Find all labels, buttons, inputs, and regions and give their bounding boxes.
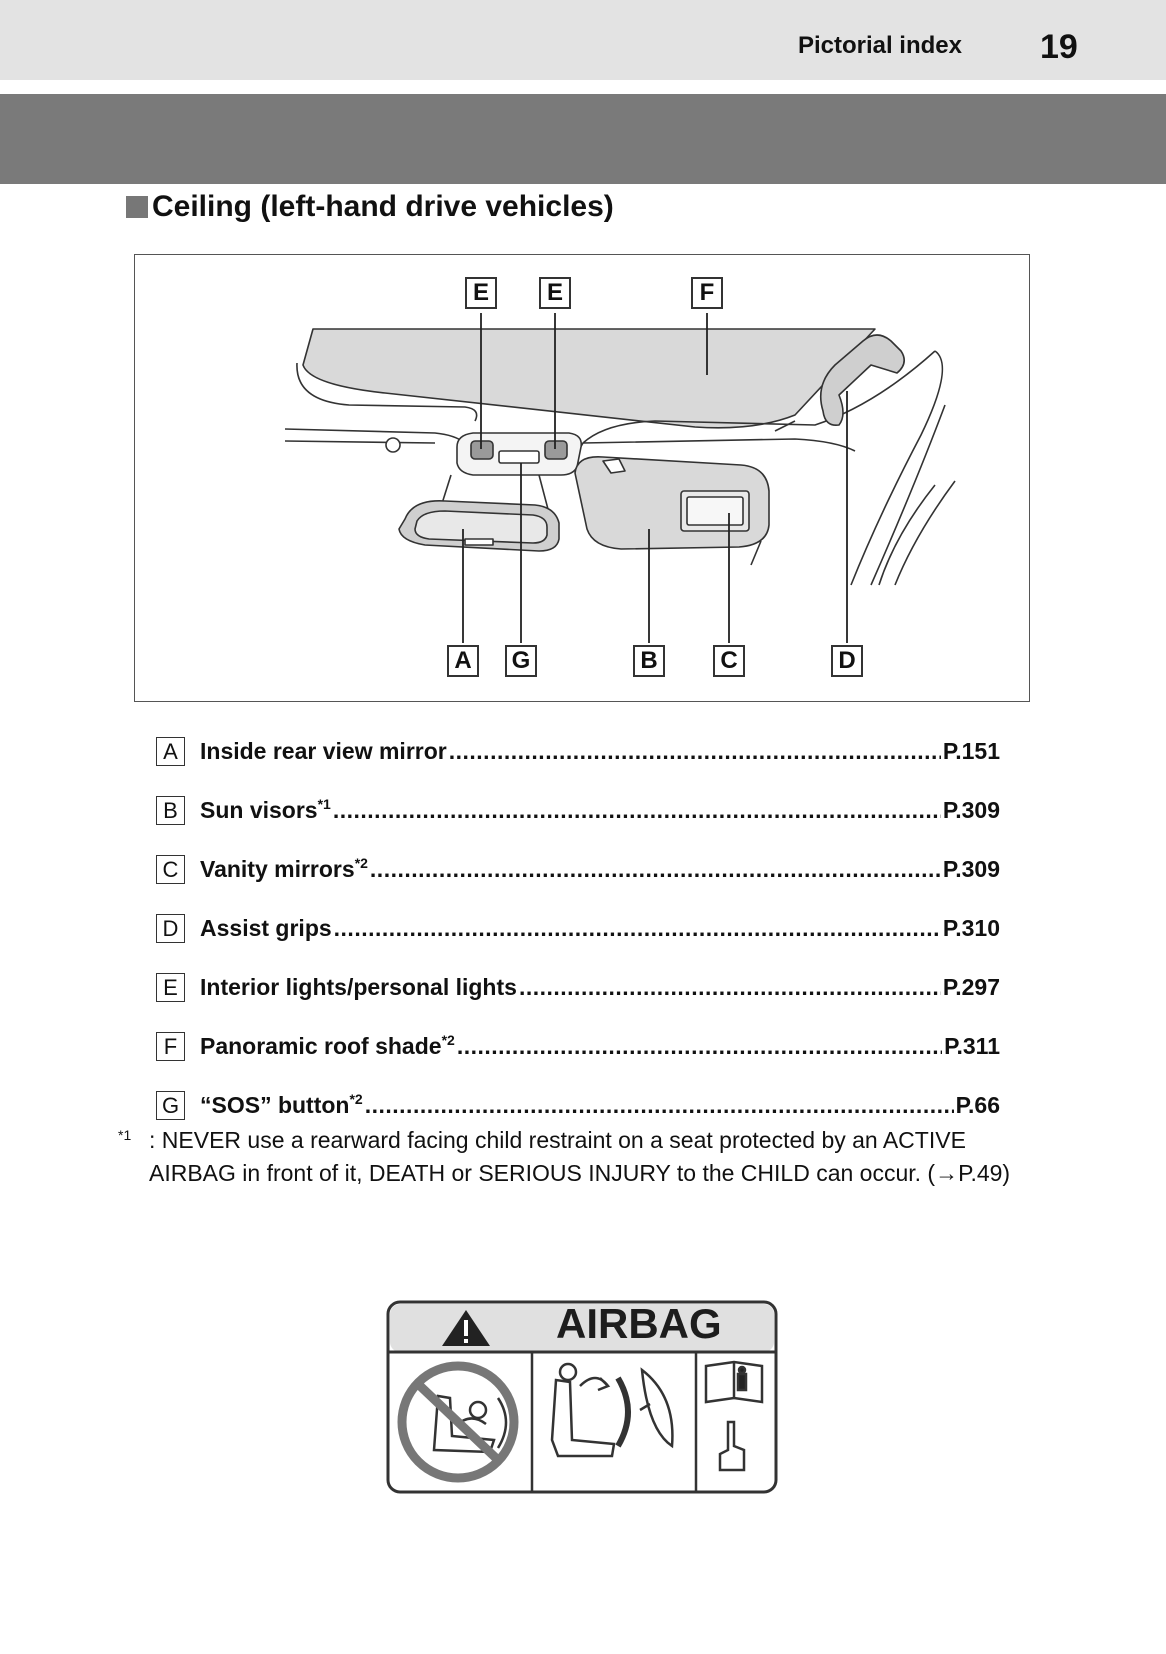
footnote-mark: *1 xyxy=(317,796,331,812)
dot-leader xyxy=(370,856,941,883)
item-letter: E xyxy=(156,973,185,1002)
item-label: Assist grips xyxy=(200,915,332,941)
dot-leader xyxy=(519,974,941,1001)
dot-leader xyxy=(333,797,941,824)
list-item xyxy=(156,722,1000,781)
item-label: Interior lights/personal lights xyxy=(200,974,517,1000)
component-list xyxy=(156,722,1000,1135)
footnote xyxy=(118,1124,1038,1190)
list-item xyxy=(156,1017,1000,1076)
item-label: Inside rear view mirror xyxy=(200,738,447,764)
list-item xyxy=(156,958,1000,1017)
callout-e-2: E xyxy=(539,277,571,309)
airbag-warning-label xyxy=(386,1300,778,1494)
footnote-mark: *2 xyxy=(349,1091,363,1107)
header-banner xyxy=(0,94,1166,184)
list-item xyxy=(156,899,1000,958)
callout-f: F xyxy=(691,277,723,309)
callout-e-1: E xyxy=(465,277,497,309)
page-reference: P.309 xyxy=(942,856,1000,882)
footnote-text: : NEVER use a rearward facing child restraint on a seat protected by an ACTIVE AIRBAG in front of it, DEATH or SERIOUS INJURY to the CHILD can occur. (→P.49) xyxy=(149,1127,1011,1186)
footnote-mark: *2 xyxy=(354,855,368,871)
ceiling-diagram xyxy=(134,254,1030,702)
section-title-text: Ceiling (left-hand drive vehicles) xyxy=(152,190,614,223)
callout-a: A xyxy=(447,645,479,677)
item-label: Panoramic roof shade$^{*2}$ xyxy=(200,1032,455,1059)
dot-leader xyxy=(334,915,941,942)
footnote-mark: *2 xyxy=(441,1032,455,1048)
callout-b: B xyxy=(633,645,665,677)
item-letter: C xyxy=(156,855,185,884)
callout-c: C xyxy=(713,645,745,677)
item-letter: F xyxy=(156,1032,185,1061)
item-label: Vanity mirrors$^{*2}$ xyxy=(200,855,368,882)
no-rear-facing-child-seat-icon xyxy=(402,1366,514,1478)
page-number: 19 xyxy=(1040,28,1078,66)
page-reference: P.309 xyxy=(942,797,1000,823)
list-item xyxy=(156,781,1000,840)
footnote-marker: *1 xyxy=(118,1127,132,1143)
page-reference: P.297 xyxy=(942,974,1000,1000)
item-letter: D xyxy=(156,914,185,943)
item-letter: G xyxy=(156,1091,185,1120)
dot-leader xyxy=(365,1092,954,1119)
dot-leader xyxy=(457,1033,942,1060)
dot-leader xyxy=(449,738,941,765)
item-letter: A xyxy=(156,737,185,766)
section-bullet-icon xyxy=(126,196,148,218)
page-reference: P.310 xyxy=(942,915,1000,941)
section-title xyxy=(126,190,614,224)
item-label: Sun visors$^{*1}$ xyxy=(200,796,331,823)
ceiling-illustration xyxy=(135,255,1031,703)
page-reference: P.151 xyxy=(942,738,1000,764)
section-name: Pictorial index xyxy=(797,32,962,59)
page-reference: P.66 xyxy=(955,1092,1000,1118)
callout-g: G xyxy=(505,645,537,677)
callout-d: D xyxy=(831,645,863,677)
item-label: “SOS” button$^{*2}$ xyxy=(200,1091,363,1118)
list-item xyxy=(156,840,1000,899)
page-header xyxy=(0,0,1166,80)
item-letter: B xyxy=(156,796,185,825)
airbag-label-title: AIRBAG xyxy=(556,1300,722,1347)
page-reference: P.311 xyxy=(944,1033,1000,1059)
